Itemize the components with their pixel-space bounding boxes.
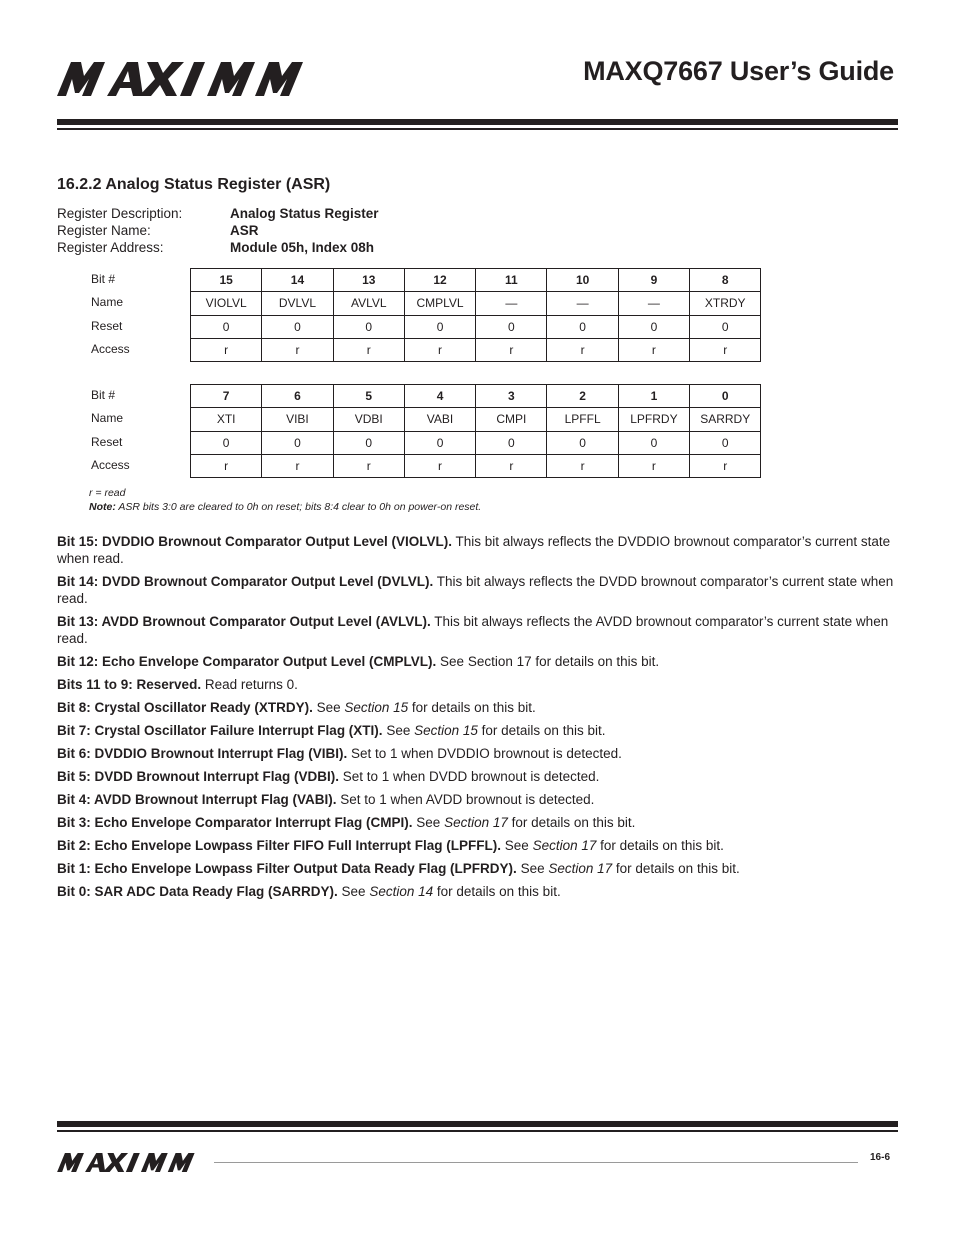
access-cell: r [547,454,618,477]
header-rule [57,119,898,125]
access-label: Access [91,457,130,472]
access-cell: r [191,338,262,361]
bit-number-row [191,269,761,292]
reset-cell: 0 [547,431,618,454]
bit-number-label: Bit # [91,272,116,286]
footer-maxim-logo-graphic [57,1153,207,1172]
reset-cell: 0 [262,431,333,454]
bit-description-text: for details on this bit. [477,723,606,738]
register-name-value: ASR [230,223,259,238]
name-label: Name [91,411,124,426]
access-cell: r [690,338,761,361]
name-cell: CMPI [476,408,547,431]
bit-description-text: Read returns 0. [201,677,298,692]
bit-description-text: for details on this bit. [612,861,740,876]
bit-description-text: See [382,723,415,738]
bit-cell: 3 [476,385,547,408]
bit-description-title: Bit 0: SAR ADC Data Ready Flag (SARRDY). [57,884,338,899]
footer-maxim-logo [57,1153,207,1172]
bit-number-label: Bit # [91,388,116,402]
section-reference: Section 17 [444,815,508,830]
register-description-label: Register Description: [57,206,183,221]
bit-description-text: See [337,884,370,899]
register-info [57,205,379,256]
name-cell: XTRDY [690,292,761,315]
bit-description [57,653,899,670]
reset-cell: 0 [690,431,761,454]
name-cell: VIBI [262,408,333,431]
bit-cell: 14 [262,269,333,292]
bit-description-text: See Section 17 for details on this bit. [436,654,660,669]
name-cell: — [547,292,618,315]
bit-description-text: This bit always reflects the AVDD brownout comparator’s current state when read. [57,614,889,646]
reset-cell: 0 [191,315,262,338]
document-title: MAXQ7667 User’s Guide [583,56,894,86]
bit-description-text: See [412,815,445,830]
bit-description [57,573,899,607]
reset-label: Reset [91,434,123,449]
name-cell: LPFRDY [618,408,689,431]
access-cell: r [262,338,333,361]
bit-description-text: Set to 1 when DVDD brownout is detected. [338,769,600,784]
bit-description [57,837,899,854]
footer-divider [214,1162,858,1163]
access-cell: r [404,454,475,477]
section-reference: Section 17 [532,838,597,853]
name-cell: XTI [191,408,262,431]
bit-description-text: This bit always reflects the DVDD brownout comparator’s current state when read. [57,574,894,606]
register-name-row [57,222,379,239]
register-address-label: Register Address: [57,240,164,255]
bit-description-text: for details on this bit. [596,838,724,853]
access-cell: r [618,454,689,477]
bit-description [57,613,899,647]
section-reference: Section 15 [414,723,478,738]
page-number: 16-6 [869,1152,890,1163]
name-row [191,292,761,315]
access-row [191,454,761,477]
bit-description [57,533,899,567]
note-label: Note: [89,501,116,513]
reset-cell: 0 [191,431,262,454]
name-cell: DVLVL [262,292,333,315]
bit-description-title: Bit 13: AVDD Brownout Comparator Output Level (AVLVL). [57,614,431,629]
bit-description [57,860,899,877]
bit-description [57,745,899,762]
bit-cell: 0 [690,385,761,408]
name-cell: SARRDY [690,408,761,431]
register-bits-table [190,384,761,478]
name-cell: CMPLVL [404,292,475,315]
bit-description-title: Bit 8: Crystal Oscillator Ready (XTRDY). [57,700,313,715]
section-reference: Section 17 [548,861,613,876]
bit-cell: 8 [690,269,761,292]
access-legend: r = read [89,487,126,499]
register-name-label: Register Name: [57,223,151,238]
bit-description [57,791,899,808]
access-cell: r [547,338,618,361]
bit-description-title: Bits 11 to 9: Reserved. [57,677,202,692]
reset-cell: 0 [333,431,404,454]
bit-description-text: See [501,838,533,853]
bit-description-text: See [312,700,345,715]
row-labels [91,384,130,477]
bit-description [57,676,899,693]
bit-description-text: This bit always reflects the DVDDIO brownout comparator’s current state when read. [57,534,891,566]
reset-cell: 0 [618,315,689,338]
register-address-row [57,239,379,256]
bit-cell: 1 [618,385,689,408]
reset-cell: 0 [404,315,475,338]
bit-description-text: for details on this bit. [408,700,536,715]
row-labels [91,268,130,361]
name-cell: LPFFL [547,408,618,431]
section-reference: Section 15 [344,700,409,715]
reset-cell: 0 [404,431,475,454]
name-cell: — [618,292,689,315]
bit-cell: 5 [333,385,404,408]
register-description-value: Analog Status Register [230,206,379,221]
bit-number-row [191,385,761,408]
footer-rule [57,1121,898,1127]
bit-descriptions [57,533,899,906]
access-cell: r [618,338,689,361]
bit-description-title: Bit 1: Echo Envelope Lowpass Filter Output Data Ready Flag (LPFRDY). [57,861,517,876]
bit-description-title: Bit 15: DVDDIO Brownout Comparator Output Level (VIOLVL). [57,534,453,549]
bit-cell: 7 [191,385,262,408]
access-cell: r [262,454,333,477]
bit-cell: 4 [404,385,475,408]
access-cell: r [333,454,404,477]
bit-description [57,768,899,785]
footer-rule-thin [57,1130,898,1132]
name-cell: — [476,292,547,315]
access-cell: r [476,454,547,477]
bit-description-text: for details on this bit. [433,884,561,899]
access-cell: r [404,338,475,361]
bit-description-text: See [516,861,549,876]
note-text: ASR bits 3:0 are cleared to 0h on reset; bits 8:4 clear to 0h on power-on reset. [115,501,482,513]
bit-cell: 12 [404,269,475,292]
bit-cell: 15 [191,269,262,292]
name-label: Name [91,295,124,310]
reset-cell: 0 [476,315,547,338]
bit-description-title: Bit 6: DVDDIO Brownout Interrupt Flag (VIBI). [57,746,348,761]
bit-description-title: Bit 14: DVDD Brownout Comparator Output Level (DVLVL). [57,574,434,589]
bit-cell: 9 [618,269,689,292]
reset-cell: 0 [618,431,689,454]
bit-cell: 11 [476,269,547,292]
bit-description-title: Bit 12: Echo Envelope Comparator Output Level (CMPLVL). [57,654,437,669]
header-rule-thin [57,128,898,130]
bit-description-text: for details on this bit. [507,815,636,830]
name-cell: AVLVL [333,292,404,315]
section-heading: 16.2.2 Analog Status Register (ASR) [57,176,331,193]
bit-description-title: Bit 2: Echo Envelope Lowpass Filter FIFO Full Interrupt Flag (LPFFL). [57,838,502,853]
bit-description-title: Bit 5: DVDD Brownout Interrupt Flag (VDBI). [57,769,339,784]
table-footnotes [89,486,481,514]
bit-table-high [57,268,761,362]
bit-cell: 13 [333,269,404,292]
bit-cell: 6 [262,385,333,408]
reset-cell: 0 [690,315,761,338]
reset-cell: 0 [547,315,618,338]
bit-table-low [57,384,761,478]
reset-cell: 0 [262,315,333,338]
bit-description-title: Bit 3: Echo Envelope Comparator Interrupt Flag (CMPI). [57,815,413,830]
reset-cell: 0 [333,315,404,338]
access-cell: r [191,454,262,477]
section-reference: Section 14 [369,884,434,899]
register-description-row [57,205,379,222]
bit-description [57,883,899,900]
access-cell: r [333,338,404,361]
name-cell: VDBI [333,408,404,431]
name-cell: VIOLVL [191,292,262,315]
access-label: Access [91,341,130,356]
register-bits-table [190,268,761,362]
bit-description-text: Set to 1 when AVDD brownout is detected. [336,792,595,807]
bit-description-title: Bit 7: Crystal Oscillator Failure Interrupt Flag (XTI). [57,723,383,738]
register-address-value: Module 05h, Index 08h [230,240,375,255]
access-cell: r [690,454,761,477]
maxim-logo-graphic [57,62,325,96]
access-cell: r [476,338,547,361]
reset-note [89,500,481,514]
bit-description [57,699,899,716]
bit-description [57,814,899,831]
reset-row [191,431,761,454]
reset-label: Reset [91,318,123,333]
maxim-logo [57,62,325,96]
access-row [191,338,761,361]
reset-cell: 0 [476,431,547,454]
name-row [191,408,761,431]
bit-cell: 2 [547,385,618,408]
bit-cell: 10 [547,269,618,292]
reset-row [191,315,761,338]
bit-description [57,722,899,739]
bit-description-title: Bit 4: AVDD Brownout Interrupt Flag (VABI). [57,792,337,807]
bit-description-text: Set to 1 when DVDDIO brownout is detected. [347,746,622,761]
name-cell: VABI [404,408,475,431]
